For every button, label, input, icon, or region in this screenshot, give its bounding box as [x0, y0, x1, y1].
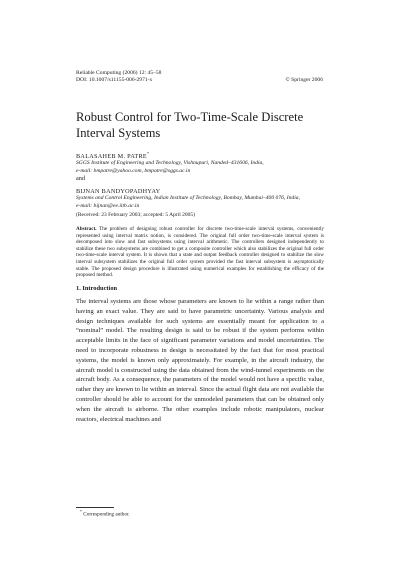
abstract-label: Abstract. [76, 226, 97, 232]
abstract-text: The problem of designing robust controller for discrete two-time-scale interval systems, conveniently represented using interval matrix notion, is considered. The original full order two-time-scale interval system is decomposed into slow and fast subsystems using interval arithmetic. The controllers designed independently to stabilize these two subsystems are combined to get a composite controller which also stabilizes the original full order two-time-scale interval system. It is shown that a state and output feedback controller designed to stabilize the slow interval subsystem stabilizes the original full order system provided the fast interval subsystem is asymptotically stable. The proposed design procedure is illustrated using numerical examples for establishing the efficacy of the proposed method. [76, 226, 324, 279]
author-affiliation: SGGS Institute of Engineering and Technology, Vishnupuri, Nanded–431606, India, [76, 160, 264, 167]
author-email: e-mail: bmpatre@yahoo.com, bmpatre@sggs.ac.in [76, 167, 191, 174]
copyright: © Springer 2006 [285, 77, 323, 84]
received-dates: (Received: 23 February 2003; accepted: 5 April 2005) [76, 212, 195, 218]
footnote-text: Corresponding author. [83, 511, 130, 518]
section-body: The interval systems are those whose parameters are known to lie within a range rather than having an exact value. They are said to have parametric uncertainty. Various analysis and design techniques available for such systems are essentially meant for application to a “nominal” model. The resulting design is said to be robust if the system performs within acceptable limits in the face of significant parameter variations and model uncertainties. The need to incorporate robustness in design is necessitated by the fact that for most practical systems, the model is known only approximately. For example, in the aircraft industry, the aircraft model is constructed using the data obtained from the wind-tunnel experiments on the aircraft body. As a consequence, the parameters of the model would not have a specific value, rather they are known to lie within an interval. Since the actual flight data are not available the controller should be able to account for the unmodeled parameters that can be obtained only when the aircraft is airborne. The other examples include robotic manipulators, nuclear reactors, electrical machines and [76, 298, 324, 423]
paper-title [76, 110, 336, 141]
author-name: BIJNAN BANDYOPADHYAY [76, 188, 161, 195]
journal-citation: Reliable Computing (2006) 12: 45–58 [76, 70, 162, 76]
author-block-1 [76, 150, 326, 175]
journal-header [76, 70, 323, 85]
footnote [80, 509, 130, 518]
footnote-rule [76, 507, 114, 508]
footnote-mark: * [80, 509, 82, 514]
author-name: BALASAHEB M. PATRE [76, 153, 148, 161]
author-affiliation: Systems and Control Engineering, Indian Institute of Technology, Bombay, Mumbai–400 076, India, [76, 195, 300, 202]
section-heading: 1. Introduction [76, 285, 118, 292]
title-line: Interval Systems [76, 125, 161, 140]
author-email: e-mail: bijnan@ee.iitb.ac.in [76, 202, 140, 209]
doi: DOI: 10.1007/s11155-006-2971-x [76, 77, 153, 84]
title-line: Robust Control for Two-Time-Scale Discrete [76, 110, 304, 124]
author-block-2 [76, 188, 326, 210]
abstract [76, 226, 324, 279]
and-separator: and [76, 175, 85, 182]
author-mark: * [147, 151, 150, 156]
